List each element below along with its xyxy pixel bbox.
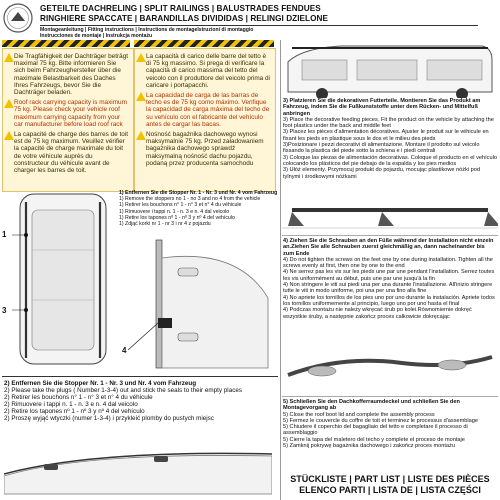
parts-list-line-2: ELENCO PARTI | LISTA DE | LISTA CZĘŚCI — [299, 485, 481, 495]
warning-icon — [4, 53, 14, 63]
subtitle-line-1: Montageanleitung | Fitting instructions | Instructions de montageIstruzioni di montaggio — [40, 27, 254, 33]
warning-icon — [136, 131, 146, 141]
column-divider — [280, 40, 281, 500]
parts-list-line-1: STÜCKLISTE | PART LIST | LISTE DES PIÈCES — [290, 474, 490, 484]
document-subtitle — [40, 27, 470, 39]
title-divider — [40, 25, 478, 26]
screw-tightening-illustration — [282, 345, 498, 395]
warning-item: La capacité de charge des barres de toit est de 75 kg maximum. Veuillez vérifier la capacité de charge maximale du toit de votre véhicule auprès du constructeur du véhicule avant de charger les barres de toit. — [5, 131, 129, 174]
roof-top-view-illustration — [2, 190, 118, 368]
warning-icon — [136, 92, 146, 102]
warning-item: La capacidad de carga de las barras de techo es de 75 kg como máximo. Verifique la capacidad de carga máxima del techo de su vehículo con el fabricante del vehículo antes de cargar las bacas. — [137, 92, 271, 128]
document-title — [40, 4, 460, 23]
warning-stripe-left — [2, 40, 130, 47]
step-4-heading: 4) Ziehen Sie die Schrauben an den Füße während der Installation nicht einzeln an.Ziehen Sie alle Schrauben zuerst gleichmäßig an, dann nacheinander bis zum Ende — [283, 238, 494, 257]
section-divider — [2, 376, 278, 377]
step-2-text: 2) Entfernen Sie die Stopper Nr. 1 - Nr. 3 und Nr. 4 vom Fahrzeug 2) Please take the plugs ( Number 1-3-4) out and stick the seals to their empty places 2) Retirer les bouchons n° 1 - n° 3 et n° 4 du véhicule 2) Rimuovere i tappi n. 1 - n. 3 e n. 4 dal veicolo 2) Retire los tapones nº 1 - nº 3 y nº 4 del vehículo 2) Proszę wyjąć wtyczki (numer 1-3-4) i przykleić plomby do pustych miejsc — [4, 380, 272, 422]
step-3-heading: 3) Platzieren Sie die dekorativen Futterteile. Montieren Sie das Produkt am Fahrzeug, indem Sie die Fußkunststoffe unter dem Rücken- und Mittelfuß anbringen — [283, 98, 481, 117]
parts-list-title — [282, 474, 498, 496]
callout-1: 1 — [2, 230, 7, 239]
warning-list-left — [5, 53, 129, 174]
seal-placement-illustration — [4, 446, 272, 498]
step-2-heading: 2) Entfernen Sie die Stopper Nr. 1 - Nr. 3 und Nr. 4 vom Fahrzeug — [4, 380, 197, 387]
step-1-heading: 1) Entfernen Sie die Stopper Nr. 1 - Nr. 3 und Nr. 4 vom Fahrzeug — [119, 190, 278, 196]
warning-stripe-right — [134, 40, 274, 47]
callout-3: 3 — [2, 306, 7, 315]
warning-item: La capacità di carico delle barre del tetto è di 75 kg massimo. Si prega di verificare la capacità di carico massima del tetto del veicolo con il produttore del veicolo prima di caricare i portapacchi. — [137, 53, 271, 89]
warning-item: Roof rack carrying capacity is maximum 75 kg. Please check your vehicle roof maximum carrying capacity from your car manufacturer before load roof rack — [5, 99, 129, 128]
step-5-text: 5) Schließen Sie den Dachkofferraumdeckel und schließen Sie den Montagevorgang ab 5) Close the roof boot lid and complete the assembly process 5) Fermez le couvercle du coffre de toit et terminez le processus d'assemblage 5) Chiudere il coperchio del bagagliaio del tetto e completare il processo di assemblaggio 5) Cierre la tapa del maletero del techo y complete el proceso de montaje 5) Zamknij pokrywę bagażnika dachowego i zakończ proces montażu — [283, 399, 497, 449]
warning-item: Nośność bagażnika dachowego wynosi maksymalnie 75 kg. Przed załadowaniem bagażnika dachowego sprawdź maksymalną nośność dachu pojazdu, podaną przez producenta samochodu — [137, 131, 271, 167]
title-line-1: GETEILTE DACHRELING | SPLIT RAILINGS | BALUSTRADES FENDUES — [40, 4, 321, 13]
callout-4: 4 — [122, 346, 127, 355]
vehicle-side-illustration — [282, 40, 498, 98]
subtitle-line-2: Instrucciones de montaje | Instrukcja montażu — [40, 33, 153, 39]
warning-list-right — [137, 53, 271, 167]
warning-icon — [4, 131, 14, 141]
step-1-text: 1) Entfernen Sie die Stopper Nr. 1 - Nr. 3 und Nr. 4 vom Fahrzeug 1) Remove the stoppers no 1 - no 3 and no 4 from the vehicle 1) Retirer les bouchons n° 1 - n° 3 et n° 4 du véhicule 1) Rimuovere i tappi n. 1 - n. 3 e n. 4 dal veicolo 1) Retire los tapones nº 1 - nº 3 y nº 4 del vehículo 1) Zdjąć korki nr 1 - nr 3 i nr 4 z pojazdu — [119, 190, 278, 228]
step-5-heading: 5) Schließen Sie den Dachkofferraumdeckel und schließen Sie den Montagevorgang ab — [283, 399, 460, 412]
rail-feet-illustration — [282, 198, 498, 234]
stopper-removal-detail-illustration — [118, 238, 278, 373]
warning-icon — [136, 53, 146, 63]
brand-logo — [2, 2, 34, 34]
section-divider — [282, 396, 498, 397]
step-4-text: 4) Ziehen Sie die Schrauben an den Füße während der Installation nicht einzeln an.Ziehen Sie alle Schrauben zuerst gleichmäßig an, dann nacheinander bis zum Ende 4) Do not tighten the screws on the feet one by one during installation. Tighten all the screws evenly at first, then one by one to the end 4) Ne serrez pas les vis sur les pieds une par une pendant l'installation. Serrez toutes les vis uniformément au début, puis une par une jusqu'à la fin 4) Non stringere le viti sui piedi una per una durante l'installazione. All'inizio stringere tutte le viti in modo uniforme, poi una per una fino alla fine 4) No apriete los tornillos de los pies uno por uno durante la instalación. Apriete todos los tornillos uniformemente al principio, luego uno por uno hasta el final 4) Podczas montażu nie należy wkręcać śrub po kolei.Równomiernie dokręć wszystkie śruby, a następnie zakończ proces całkowicie dokręcając — [283, 238, 497, 320]
warning-item: Die Tragfähigkeit der Dachträger beträgt maximal 75 kg. Bitte informieren Sie sich beim Fahrzeughersteller über die maximale Belastbarkeit des Daches Ihres Fahrzeugs, bevor Sie die Dachträger beladen. — [5, 53, 129, 96]
step-3-text: 3) Platzieren Sie die dekorativen Futterteile. Montieren Sie das Produkt am Fahrzeug, indem Sie die Fußkunststoffe unter dem Rücken- und Mittelfuß anbringen 3) Place the decorative feeding pieces. Fit the product on the vehicle by attaching the foot plastics under the back and middle feet 3) Placez les pièces d'alimentation décoratives. Ajuster le produit sur le véhicule en fixant les pieds en plastique sous le dos et le milieu des pieds 3)Posizionare i pezzi decorativi di alimentazione. Montare il prodotto sul veicolo fissando la plastica del piede sotto la schiena e i piedi centrali 3) Coloque las piezas de alimentación decorativas. Coloque el producto en el vehículo colocando los plásticos del pie debajo de la espalda y los pies medios 3) Ułóż elementy. Przymocuj produkt do pojazdu, mocując plastikowe nóżki pod tylnymi i środkowymi nóżkami — [283, 98, 497, 180]
warning-icon — [4, 99, 14, 109]
title-line-2: RINGHIERE SPACCATE | BARANDILLAS DIVIDIDAS | RELINGI DZIELONE — [40, 13, 328, 23]
section-divider — [282, 235, 498, 236]
